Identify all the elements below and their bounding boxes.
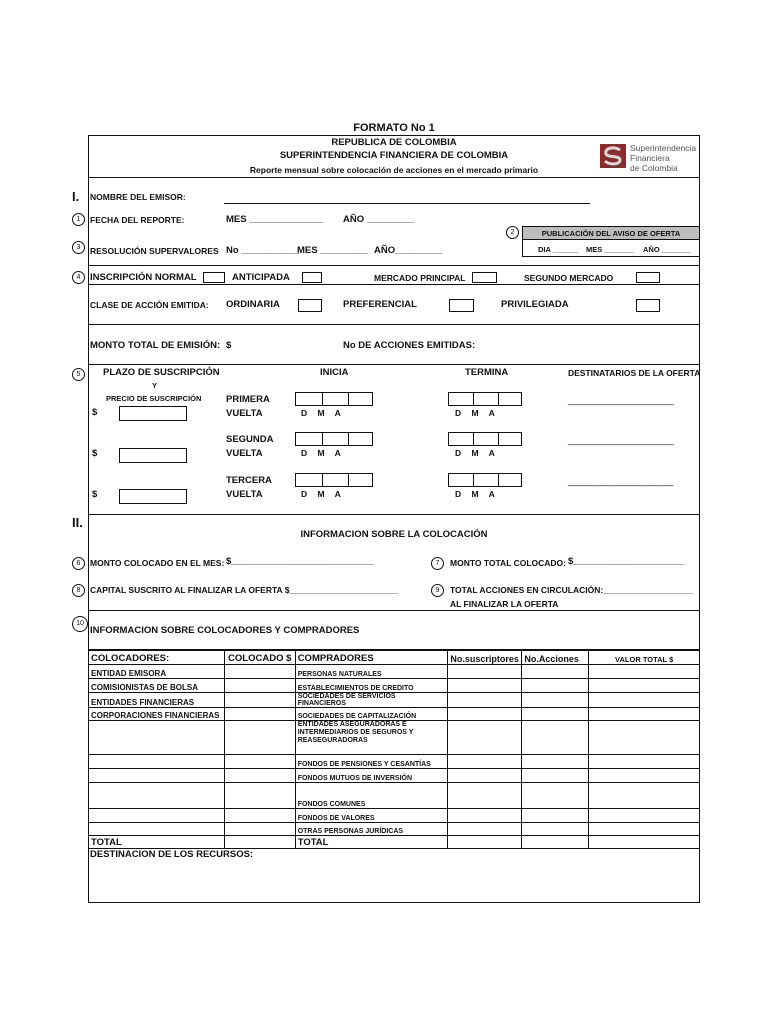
capital-subscribed-field[interactable]: CAPITAL SUSCRITO AL FINALIZAR LA OFERTA $_______________________ xyxy=(90,585,399,595)
table-row xyxy=(89,769,700,783)
privileged-checkbox[interactable] xyxy=(636,299,660,312)
shares-cell[interactable] xyxy=(522,679,589,693)
section-roman-1: I. xyxy=(72,189,80,204)
publication-year[interactable]: AÑO _______ xyxy=(643,245,691,254)
round2-end-dma: D M A xyxy=(455,448,495,458)
starts-label: INICIA xyxy=(320,367,349,378)
round3-price-input[interactable] xyxy=(119,489,187,504)
round1-label-2: VUELTA xyxy=(226,408,263,419)
main-market-checkbox[interactable] xyxy=(472,272,497,283)
placed-cell[interactable] xyxy=(224,809,295,823)
preferential-label: PREFERENCIAL xyxy=(343,299,417,310)
round1-recipients-line[interactable]: ____________________ xyxy=(568,395,674,406)
subscribers-cell[interactable] xyxy=(448,721,522,755)
value-cell[interactable] xyxy=(589,769,700,783)
placed-cell[interactable] xyxy=(224,783,295,809)
round3-start-date[interactable] xyxy=(295,473,373,487)
round2-recipients-line[interactable]: ____________________ xyxy=(568,435,674,446)
destination-input[interactable] xyxy=(88,861,700,902)
round3-currency: $ xyxy=(92,489,98,500)
shares-issued-label: No DE ACCIONES EMITIDAS: xyxy=(343,340,476,351)
report-month-field[interactable]: MES ______________ xyxy=(226,214,324,225)
placer-cell[interactable] xyxy=(89,769,225,783)
subscribers-cell[interactable] xyxy=(448,679,522,693)
subscribers-cell[interactable] xyxy=(448,693,522,708)
subscribers-cell[interactable] xyxy=(448,665,522,679)
buyer-cell: FONDOS MUTUOS DE INVERSIÓN xyxy=(295,769,448,783)
total-left-label: TOTAL xyxy=(89,836,225,849)
circle-6: 6 xyxy=(72,557,85,570)
placer-cell[interactable] xyxy=(89,783,225,809)
round3-label-2: VUELTA xyxy=(226,489,263,500)
placer-cell[interactable] xyxy=(89,809,225,823)
placer-cell: CORPORACIONES FINANCIERAS xyxy=(89,708,225,721)
issuer-label: NOMBRE DEL EMISOR: xyxy=(90,192,186,202)
circle-4: 4 xyxy=(72,271,85,284)
buyer-cell: FONDOS DE PENSIONES Y CESANTÍAS xyxy=(295,755,448,769)
col-placed: COLOCADO $ xyxy=(224,651,295,665)
shares-cell[interactable] xyxy=(522,693,589,708)
publication-header: PUBLICACIÓN DEL AVISO DE OFERTA xyxy=(523,227,699,240)
shares-cell[interactable] xyxy=(522,708,589,721)
buyer-cell: ENTIDADES ASEGURADORAS E INTERMEDIARIOS DE SEGUROS Y REASEGURADORAS xyxy=(295,721,448,755)
placed-cell[interactable] xyxy=(224,769,295,783)
table-row xyxy=(89,783,700,809)
shares-cell[interactable] xyxy=(522,721,589,755)
placed-month-field[interactable]: $___________________________ xyxy=(226,556,374,567)
section-roman-2: II. xyxy=(72,515,83,530)
value-cell[interactable] xyxy=(589,679,700,693)
total-value-cell[interactable] xyxy=(589,836,700,849)
format-title: FORMATO No 1 xyxy=(353,122,435,134)
report-year-field[interactable]: AÑO _________ xyxy=(343,214,415,225)
value-cell[interactable] xyxy=(589,708,700,721)
circle-8: 8 xyxy=(72,584,85,597)
placer-cell: COMISIONISTAS DE BOLSA xyxy=(89,679,225,693)
round1-currency: $ xyxy=(92,407,98,418)
anticipated-checkbox[interactable] xyxy=(302,272,322,283)
placer-cell: ENTIDADES FINANCIERAS xyxy=(89,693,225,708)
total-shares-cell[interactable] xyxy=(522,836,589,849)
republic-title: REPUBLICA DE COLOMBIA xyxy=(331,137,457,148)
round2-currency: $ xyxy=(92,448,98,459)
resolution-month-field[interactable]: MES _________ xyxy=(297,245,368,256)
circle-3: 3 xyxy=(72,241,85,254)
circle-1: 1 xyxy=(72,213,85,226)
round3-end-date[interactable] xyxy=(448,473,522,487)
shares-cell[interactable] xyxy=(522,783,589,809)
second-market-label: SEGUNDO MERCADO xyxy=(524,273,614,283)
circle-5: 5 xyxy=(72,368,85,381)
placed-cell[interactable] xyxy=(224,721,295,755)
total-subscribers-cell[interactable] xyxy=(448,836,522,849)
agency-title: SUPERINTENDENCIA FINANCIERA DE COLOMBIA xyxy=(279,150,509,161)
shares-cell[interactable] xyxy=(522,769,589,783)
placed-cell[interactable] xyxy=(224,693,295,708)
value-cell[interactable] xyxy=(589,755,700,769)
round3-start-dma: D M A xyxy=(301,489,341,499)
offer-recipients-label: DESTINATARIOS DE LA OFERTA xyxy=(568,368,701,378)
round3-recipients-line[interactable]: ____________________ xyxy=(568,476,674,487)
placed-cell[interactable] xyxy=(224,823,295,836)
total-placed-cell[interactable] xyxy=(224,836,295,849)
subscribers-cell[interactable] xyxy=(448,823,522,836)
col-total-value: VALOR TOTAL $ xyxy=(589,651,700,665)
buyer-cell: SOCIEDADES DE SERVICIOS FINANCIEROS xyxy=(295,693,448,708)
round2-label-2: VUELTA xyxy=(226,448,263,459)
publication-month[interactable]: MES _______ xyxy=(586,245,634,254)
resolution-year-field[interactable]: AÑO_________ xyxy=(374,245,443,256)
share-class-label: CLASE DE ACCIÓN EMITIDA: xyxy=(90,300,209,310)
placed-month-label: MONTO COLOCADO EN EL MES: xyxy=(90,558,225,568)
circle-2: 2 xyxy=(506,226,519,239)
subscribers-cell[interactable] xyxy=(448,809,522,823)
placed-cell[interactable] xyxy=(224,708,295,721)
value-cell[interactable] xyxy=(589,823,700,836)
table-row xyxy=(89,708,700,721)
value-cell[interactable] xyxy=(589,809,700,823)
report-subtitle: Reporte mensual sobre colocación de acciones en el mercado primario xyxy=(249,165,539,175)
round2-price-input[interactable] xyxy=(119,448,187,463)
round1-end-date[interactable] xyxy=(448,392,522,406)
inscription-normal-label: INSCRIPCIÓN NORMAL xyxy=(90,272,197,283)
round1-start-date[interactable] xyxy=(295,392,373,406)
publication-box xyxy=(522,226,700,257)
placer-cell[interactable] xyxy=(89,823,225,836)
outstanding-shares-label2: AL FINALIZAR LA OFERTA xyxy=(450,599,559,609)
resolution-number-field[interactable]: No ___________ xyxy=(226,245,300,256)
round2-label: SEGUNDA xyxy=(226,434,274,445)
circle-9: 9 xyxy=(431,584,444,597)
shares-cell[interactable] xyxy=(522,755,589,769)
main-market-label: MERCADO PRINCIPAL xyxy=(374,273,466,283)
ordinary-checkbox[interactable] xyxy=(298,299,322,312)
total-right-label: TOTAL xyxy=(295,836,448,849)
value-cell[interactable] xyxy=(589,783,700,809)
table-row xyxy=(89,679,700,693)
placed-cell[interactable] xyxy=(224,755,295,769)
issuer-input-line[interactable] xyxy=(224,203,590,204)
buyer-cell: ESTABLECIMIENTOS DE CREDITO xyxy=(295,679,448,693)
ordinary-label: ORDINARIA xyxy=(226,299,280,310)
buyer-cell: PERSONAS NATURALES xyxy=(295,665,448,679)
subscribers-cell[interactable] xyxy=(448,769,522,783)
table-row xyxy=(89,809,700,823)
round2-end-date[interactable] xyxy=(448,432,522,446)
shares-cell[interactable] xyxy=(522,823,589,836)
agency-logo-icon xyxy=(600,144,626,168)
round1-price-input[interactable] xyxy=(119,406,187,421)
placer-cell[interactable] xyxy=(89,755,225,769)
placed-cell[interactable] xyxy=(224,679,295,693)
placed-cell[interactable] xyxy=(224,665,295,679)
placer-cell[interactable] xyxy=(89,721,225,755)
round2-start-date[interactable] xyxy=(295,432,373,446)
table-row xyxy=(89,823,700,836)
round1-label: PRIMERA xyxy=(226,394,270,405)
table-total-row xyxy=(89,836,700,849)
col-placers: COLOCADORES: xyxy=(89,651,225,665)
resolution-label: RESOLUCIÓN SUPERVALORES xyxy=(90,246,219,256)
subscription-term-label: PLAZO DE SUSCRIPCIÓN xyxy=(103,367,220,378)
placer-cell: ENTIDAD EMISORA xyxy=(89,665,225,679)
subscription-price-label: PRECIO DE SUSCRIPCIÓN xyxy=(106,394,202,403)
destination-label: DESTINACION DE LOS RECURSOS: xyxy=(90,849,254,860)
buyer-cell: SOCIEDADES DE CAPITALIZACIÓN xyxy=(295,708,448,721)
value-cell[interactable] xyxy=(589,693,700,708)
round2-start-dma: D M A xyxy=(301,448,341,458)
logo-text: Superintendencia Financiera de Colombia xyxy=(630,143,697,173)
total-amount-label: MONTO TOTAL DE EMISIÓN: xyxy=(90,340,221,351)
total-amount-currency: $ xyxy=(226,340,232,351)
preferential-checkbox[interactable] xyxy=(449,299,474,312)
round3-end-dma: D M A xyxy=(455,489,495,499)
buyer-cell: FONDOS COMUNES xyxy=(295,783,448,809)
table-row xyxy=(89,755,700,769)
circle-7: 7 xyxy=(431,557,444,570)
privileged-label: PRIVILEGIADA xyxy=(501,299,569,310)
value-cell[interactable] xyxy=(589,721,700,755)
total-placed-label: MONTO TOTAL COLOCADO: xyxy=(450,558,567,568)
placers-buyers-table xyxy=(88,650,700,849)
table-row xyxy=(89,665,700,679)
shares-cell[interactable] xyxy=(522,809,589,823)
anticipated-label: ANTICIPADA xyxy=(232,272,290,283)
total-placed-field[interactable]: $_____________________ xyxy=(568,556,685,567)
subscribers-cell[interactable] xyxy=(448,783,522,809)
round3-label: TERCERA xyxy=(226,475,272,486)
buyer-cell: OTRAS PERSONAS JURÍDICAS xyxy=(295,823,448,836)
buyer-cell: FONDOS DE VALORES xyxy=(295,809,448,823)
subscribers-cell[interactable] xyxy=(448,708,522,721)
report-date-label: FECHA DEL REPORTE: xyxy=(90,215,185,225)
placement-info-title: INFORMACION SOBRE LA COLOCACIÓN xyxy=(300,529,488,540)
subscribers-cell[interactable] xyxy=(448,755,522,769)
outstanding-shares-field[interactable]: TOTAL ACCIONES EN CIRCULACIÓN:___________________ xyxy=(450,585,693,595)
col-subscribers: No.suscriptores xyxy=(448,651,522,665)
second-market-checkbox[interactable] xyxy=(636,272,660,283)
table-row xyxy=(89,721,700,755)
placers-buyers-title: INFORMACION SOBRE COLOCADORES Y COMPRADORES xyxy=(90,625,360,636)
table-row xyxy=(89,693,700,708)
round1-start-dma: D M A xyxy=(301,408,341,418)
ends-label: TERMINA xyxy=(465,367,509,378)
inscription-normal-checkbox[interactable] xyxy=(203,272,225,283)
and-label: Y xyxy=(152,381,158,390)
shares-cell[interactable] xyxy=(522,665,589,679)
round1-end-dma: D M A xyxy=(455,408,495,418)
col-buyers: COMPRADORES xyxy=(295,651,448,665)
publication-day[interactable]: DIA ______ xyxy=(538,245,578,254)
col-shares: No.Acciones xyxy=(522,651,589,665)
value-cell[interactable] xyxy=(589,665,700,679)
circle-10: 10 xyxy=(72,616,88,632)
